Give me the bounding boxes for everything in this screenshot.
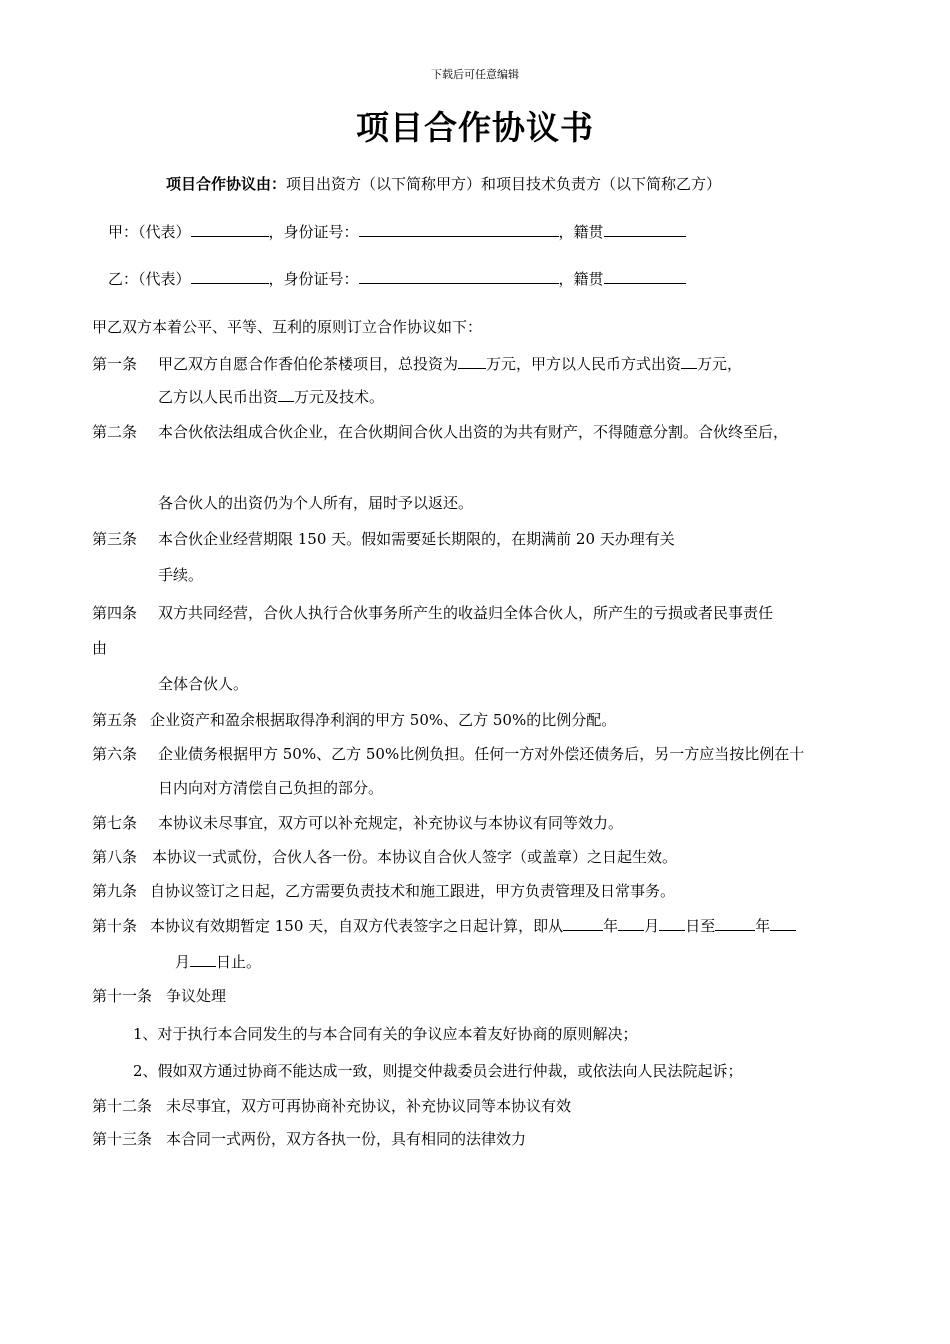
article-13-text-1: 本合同一式两份，双方各执一份，具有相同的法律效力 — [166, 1130, 527, 1148]
page-header: 下载后可任意编辑 — [431, 68, 519, 81]
article-4-text-1: 双方共同经营，合伙人执行合伙事务所产生的收益归全体合伙人，所产生的亏损或者民事责任 — [158, 604, 774, 622]
end-day-blank[interactable] — [190, 951, 216, 967]
article-3-text-1: 本合伙企业经营期限 150 天。假如需要延长期限的，在期满前 20 天办理有关 — [158, 530, 675, 548]
article-11-item-1: 1、对于执行本合同发生的与本合同有关的争议应本着友好协商的原则解决； — [133, 1025, 638, 1043]
article-13-number: 第十三条 — [92, 1130, 153, 1148]
document-title: 项目合作协议书 — [356, 108, 594, 147]
start-month-label: 月 — [644, 917, 660, 935]
article-12-line-1 — [92, 1096, 571, 1116]
party-a-origin-blank[interactable] — [604, 221, 686, 237]
article-3-line-1 — [92, 529, 675, 549]
party-a-investment-blank[interactable] — [681, 353, 697, 369]
article-6-text-1: 企业债务根据甲方 50%、乙方 50%比例负担。任何一方对外偿还债务后，另一方应当按比例在十 — [158, 745, 805, 763]
party-b-prefix: 乙：（代表） — [108, 270, 191, 288]
preamble: 甲乙双方本着公平、平等、互利的原则订立合作协议如下： — [92, 318, 483, 336]
article-11-line-1 — [92, 986, 226, 1006]
party-b-line — [108, 268, 686, 289]
article-11-item-2: 2、假如双方通过协商不能达成一致，则提交仲裁委员会进行仲裁，或依法向人民法院起诉； — [133, 1062, 743, 1080]
article-5-text-1: 企业资产和盈余根据取得净利润的甲方 50%、乙方 50%的比例分配。 — [150, 711, 617, 729]
article-2-line-1 — [92, 422, 788, 442]
start-month-blank[interactable] — [618, 915, 644, 931]
total-investment-blank[interactable] — [458, 353, 486, 369]
party-a-id-blank[interactable] — [359, 221, 559, 237]
article-4-number: 第四条 — [92, 604, 138, 622]
article-4-line-3: 全体合伙人。 — [158, 675, 249, 693]
article-9-text-1: 自协议签订之日起，乙方需要负责技术和施工跟进，甲方负责管理及日常事务。 — [150, 882, 676, 900]
party-b-id-blank[interactable] — [359, 268, 559, 284]
article-8-number: 第八条 — [92, 848, 138, 866]
party-a-prefix: 甲：（代表） — [108, 223, 191, 241]
article-9-number: 第九条 — [92, 882, 138, 900]
intro-line — [166, 174, 721, 194]
article-5-number: 第五条 — [92, 711, 138, 729]
start-year-label: 年 — [603, 917, 619, 935]
start-day-label: 日至 — [685, 917, 716, 935]
article-2-number: 第二条 — [92, 423, 138, 441]
article-4-line-1 — [92, 603, 773, 623]
party-b-name-blank[interactable] — [191, 268, 269, 284]
article-10-number: 第十条 — [92, 917, 138, 935]
article-10-text-1: 本协议有效期暂定 150 天，自双方代表签字之日起计算，即从 — [150, 917, 564, 935]
intro-label: 项目合作协议由： — [166, 175, 287, 193]
article-1-text-d: 乙方以人民币出资 — [158, 388, 279, 406]
article-8-text-1: 本协议一式贰份，合伙人各一份。本协议自合伙人签字（或盖章）之日起生效。 — [152, 848, 678, 866]
party-a-id-label: ，身份证号： — [268, 223, 359, 241]
party-a-name-blank[interactable] — [191, 221, 269, 237]
end-year-blank[interactable] — [715, 915, 755, 931]
article-2-text-1: 本合伙依法组成合伙企业，在合伙期间合伙人出资的为共有财产，不得随意分割。合伙终至后， — [158, 423, 789, 441]
article-7-line-1 — [92, 813, 623, 833]
article-11-title: 争议处理 — [166, 987, 227, 1005]
intro-text: 项目出资方（以下简称甲方）和项目技术负责方（以下简称乙方） — [286, 175, 722, 193]
article-10-line-1 — [92, 915, 796, 936]
party-b-id-label: ，身份证号： — [268, 270, 359, 288]
article-1-line-2 — [158, 386, 384, 407]
party-b-origin-blank[interactable] — [604, 268, 686, 284]
party-b-investment-blank[interactable] — [278, 386, 294, 402]
article-10-text-end: 日止。 — [216, 953, 262, 971]
article-2-line-2: 各合伙人的出资仍为个人所有，届时予以返还。 — [158, 494, 474, 512]
article-7-number: 第七条 — [92, 814, 138, 832]
article-10-line-2 — [175, 951, 261, 972]
end-month-blank[interactable] — [770, 915, 796, 931]
article-1-text-c: 万元， — [697, 355, 743, 373]
article-8-line-1 — [92, 847, 677, 867]
start-day-blank[interactable] — [659, 915, 685, 931]
article-12-text-1: 未尽事宜，双方可再协商补充协议，补充协议同等本协议有效 — [166, 1097, 572, 1115]
article-3-number: 第三条 — [92, 530, 138, 548]
end-month-label: 月 — [175, 953, 191, 971]
article-9-line-1 — [92, 881, 675, 901]
article-1-line-1 — [92, 353, 742, 374]
article-7-text-1: 本协议未尽事宜，双方可以补充规定，补充协议与本协议有同等效力。 — [158, 814, 624, 832]
article-6-line-2: 日内向对方清偿自己负担的部分。 — [158, 779, 384, 797]
article-11-number: 第十一条 — [92, 987, 153, 1005]
article-1-text-a: 甲乙双方自愿合作香伯伦茶楼项目，总投资为 — [158, 355, 459, 373]
article-6-number: 第六条 — [92, 745, 138, 763]
article-1-text-e: 万元及技术。 — [294, 388, 385, 406]
article-13-line-1 — [92, 1129, 526, 1149]
article-5-line-1 — [92, 710, 616, 730]
article-3-line-2: 手续。 — [158, 566, 204, 584]
party-a-origin-label: ，籍贯 — [558, 223, 604, 241]
article-4-line-2: 由 — [92, 639, 108, 657]
article-12-number: 第十二条 — [92, 1097, 153, 1115]
party-a-line — [108, 221, 686, 242]
party-b-origin-label: ，籍贯 — [558, 270, 604, 288]
article-6-line-1 — [92, 744, 804, 764]
article-1-number: 第一条 — [92, 355, 138, 373]
article-1-text-b: 万元，甲方以人民币方式出资 — [486, 355, 682, 373]
start-year-blank[interactable] — [563, 915, 603, 931]
end-year-label: 年 — [755, 917, 771, 935]
